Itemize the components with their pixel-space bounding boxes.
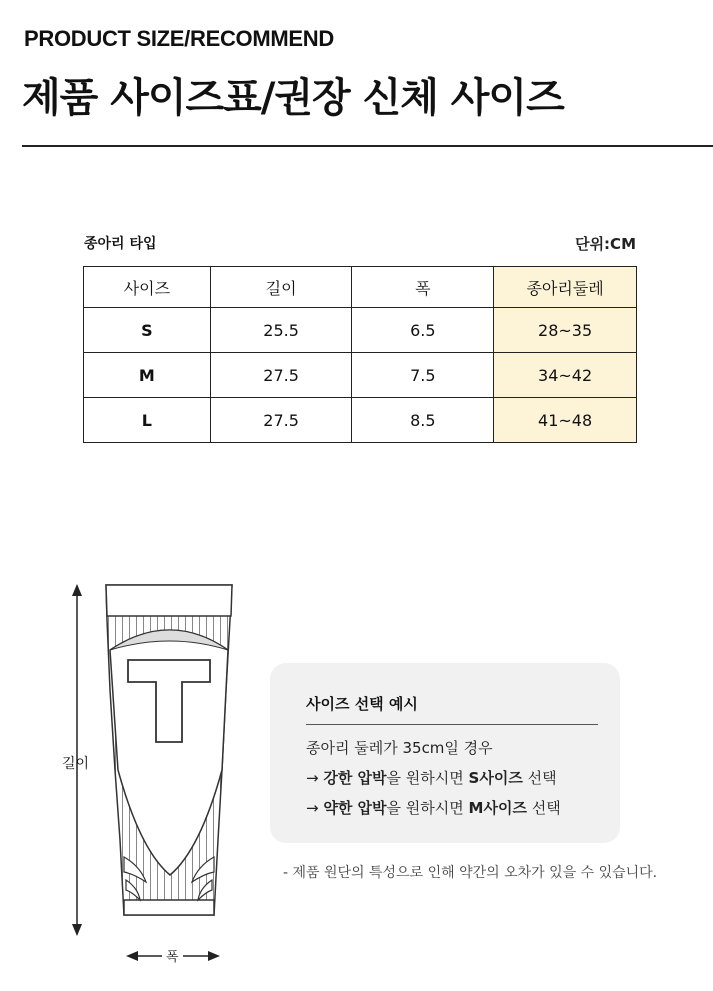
emphasis-text: 강한 압박 (323, 769, 387, 787)
unit-label: 단위:CM (575, 235, 636, 253)
cell-calf: 28~35 (494, 308, 637, 353)
option-text-end: 선택 (526, 799, 561, 817)
cell-size: S (84, 308, 211, 353)
cell-length: 27.5 (210, 353, 352, 398)
table-header-row (84, 267, 637, 308)
size-table (83, 266, 637, 443)
tolerance-note: - 제품 원단의 특성으로 인해 약간의 오차가 있을 수 있습니다. (283, 865, 658, 881)
cell-calf: 41~48 (494, 398, 637, 443)
arrow-icon: → (306, 799, 324, 817)
option-text: 을 원하시면 (386, 799, 469, 817)
emphasis-text: 약한 압박 (323, 799, 387, 817)
cell-length: 27.5 (210, 398, 352, 443)
card-divider (306, 724, 598, 725)
sleeve-outline (106, 585, 232, 915)
size-choice: S사이즈 (468, 769, 523, 787)
cell-calf: 34~42 (494, 353, 637, 398)
column-header-length: 길이 (210, 267, 352, 308)
example-condition: 종아리 둘레가 35cm일 경우 (306, 739, 493, 757)
page-title: 제품 사이즈표/권장 신체 사이즈 (22, 75, 564, 121)
arrow-icon: → (306, 769, 324, 787)
size-example-card (270, 663, 620, 843)
cell-width: 7.5 (352, 353, 494, 398)
table-row (84, 353, 637, 398)
title-divider (22, 145, 713, 147)
size-choice: M사이즈 (468, 799, 527, 817)
example-weak-option (306, 797, 561, 818)
length-label: 길이 (62, 756, 90, 772)
table-caption: 종아리 타입 (84, 236, 157, 252)
cell-size: M (84, 353, 211, 398)
column-header-calf: 종아리둘레 (494, 267, 637, 308)
cell-width: 8.5 (352, 398, 494, 443)
cell-width: 6.5 (352, 308, 494, 353)
table-row (84, 308, 637, 353)
cell-size: L (84, 398, 211, 443)
calf-sleeve-diagram (0, 570, 260, 980)
card-title: 사이즈 선택 예시 (306, 695, 418, 713)
option-text: 을 원하시면 (386, 769, 469, 787)
option-text-end: 선택 (522, 769, 557, 787)
example-strong-option (306, 767, 557, 788)
eyebrow-heading: PRODUCT SIZE/RECOMMEND (24, 26, 334, 51)
cell-length: 25.5 (210, 308, 352, 353)
width-label: 폭 (162, 946, 183, 965)
column-header-width: 폭 (352, 267, 494, 308)
column-header-size: 사이즈 (84, 267, 211, 308)
table-row (84, 398, 637, 443)
